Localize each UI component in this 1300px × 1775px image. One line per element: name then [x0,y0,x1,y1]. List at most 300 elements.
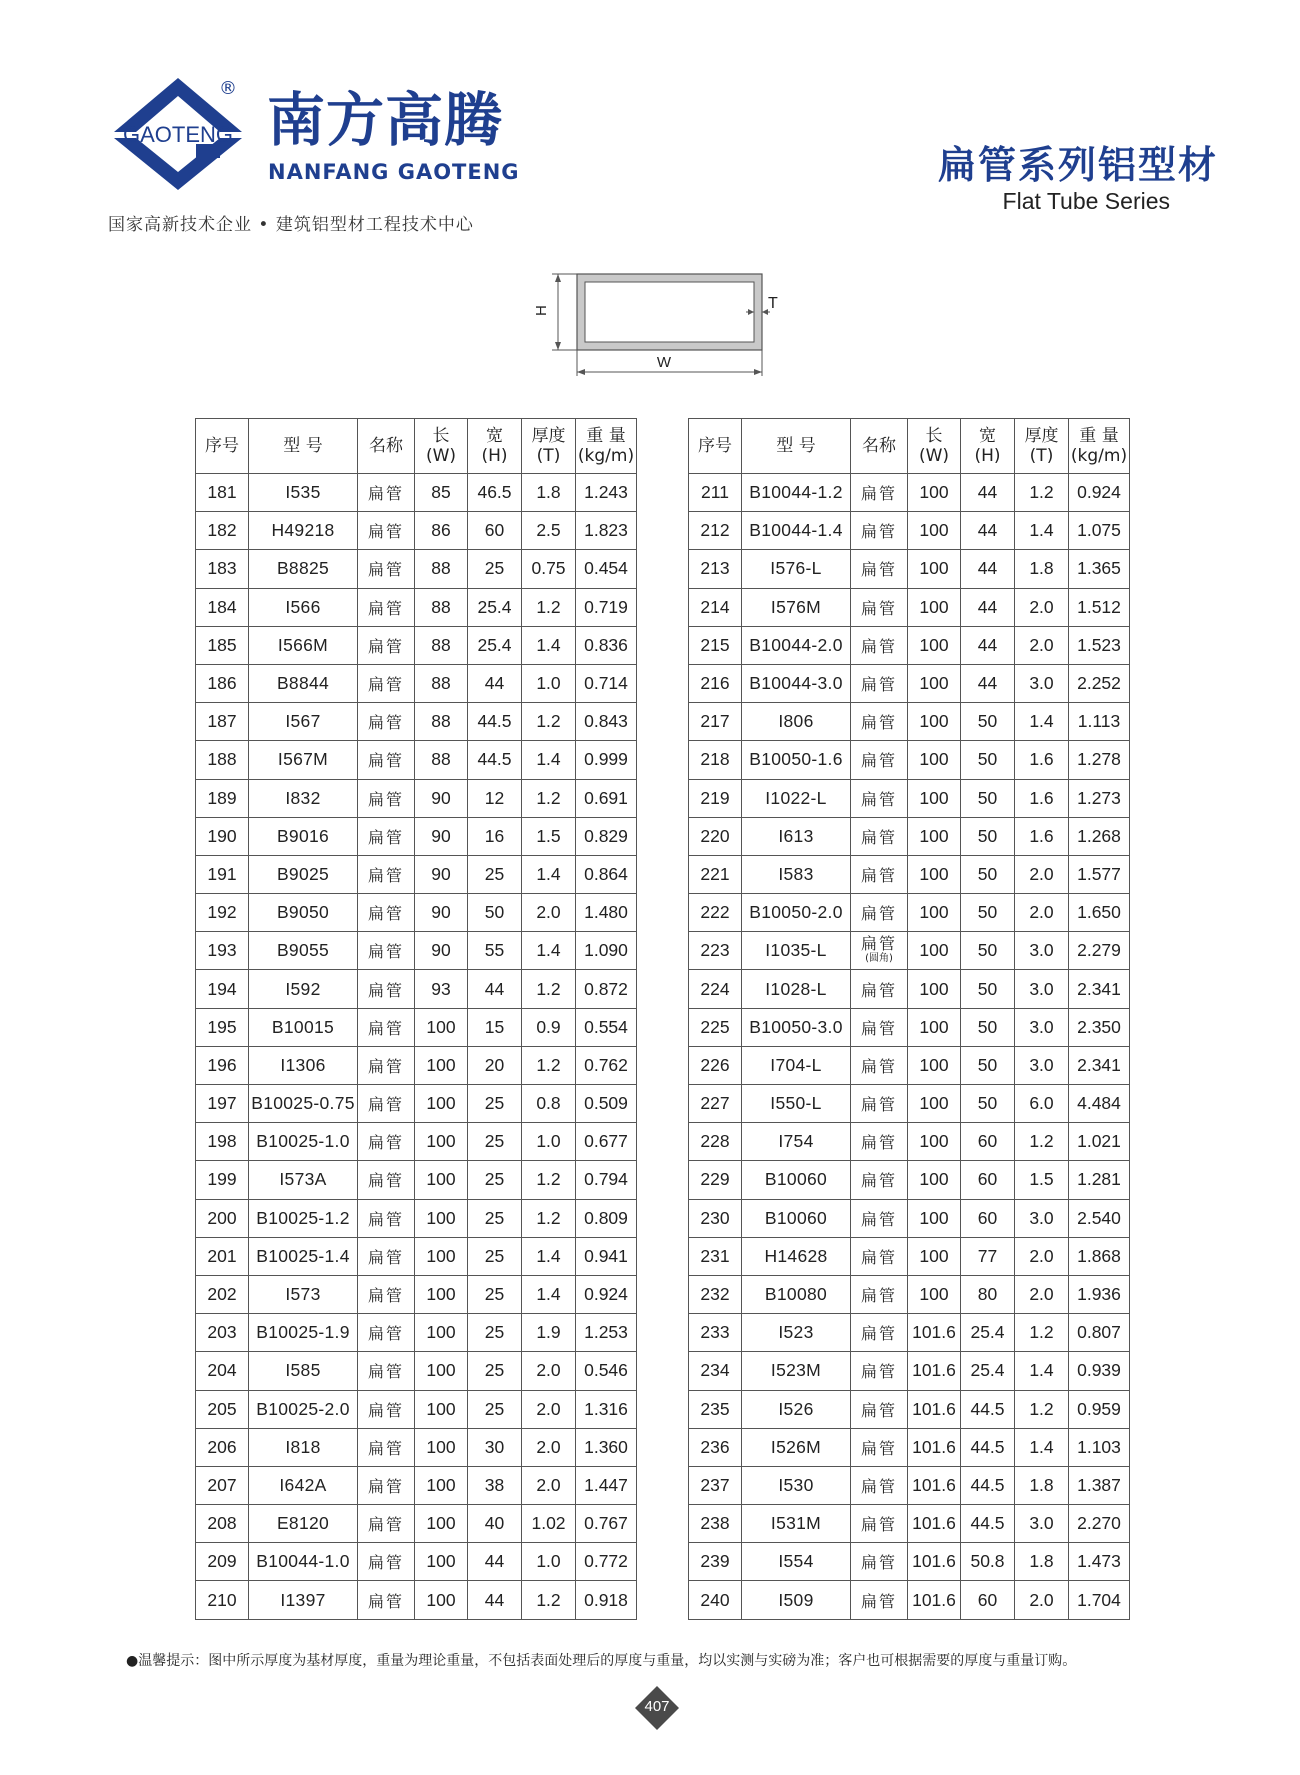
cell-no: 196 [196,1046,249,1084]
cell-width: 25 [468,1123,522,1161]
cell-weight: 0.864 [576,855,637,893]
table-row [689,1581,1130,1619]
cell-length: 100 [908,474,961,512]
cell-weight: 0.794 [576,1161,637,1199]
cell-width: 25 [468,550,522,588]
cell-name: 扁管 [851,626,908,664]
cell-weight: 1.577 [1069,855,1130,893]
cell-no: 223 [689,932,742,970]
table-row [196,1123,637,1161]
cell-weight: 1.868 [1069,1237,1130,1275]
cell-length: 100 [415,1085,468,1123]
cell-length: 101.6 [908,1505,961,1543]
cell-length: 100 [908,894,961,932]
cell-length: 88 [415,588,468,626]
cell-no: 229 [689,1161,742,1199]
cell-model: E8120 [249,1505,358,1543]
cell-thickness: 0.9 [522,1008,576,1046]
cell-model: I704-L [742,1046,851,1084]
cell-thickness: 1.4 [522,741,576,779]
cell-thickness: 3.0 [1015,970,1069,1008]
cell-no: 212 [689,512,742,550]
cell-thickness: 2.0 [1015,855,1069,893]
cell-name: 扁管 [358,703,415,741]
cell-length: 88 [415,741,468,779]
cell-no: 188 [196,741,249,779]
table-row [689,1466,1130,1504]
cell-model: B9055 [249,932,358,970]
cell-model: B10025-2.0 [249,1390,358,1428]
cell-width: 60 [961,1123,1015,1161]
cell-width: 25 [468,855,522,893]
cell-name: 扁管 [358,1581,415,1619]
cell-model: B9050 [249,894,358,932]
table-row [196,550,637,588]
cell-name: 扁管 [851,1161,908,1199]
cell-model: I567M [249,741,358,779]
cell-no: 185 [196,626,249,664]
cell-model: I1035-L [742,932,851,970]
table-row [689,779,1130,817]
table-row [196,1390,637,1428]
table-row [689,1543,1130,1581]
cell-model: I1397 [249,1581,358,1619]
cell-no: 216 [689,664,742,702]
table-row [196,741,637,779]
cell-weight: 0.546 [576,1352,637,1390]
cell-weight: 1.365 [1069,550,1130,588]
cell-thickness: 1.2 [1015,1390,1069,1428]
cell-name: 扁管 [358,1390,415,1428]
cell-name: 扁管 [358,626,415,664]
cell-no: 218 [689,741,742,779]
cell-weight: 0.772 [576,1543,637,1581]
cell-thickness: 1.4 [522,932,576,970]
cell-no: 206 [196,1428,249,1466]
cell-length: 101.6 [908,1543,961,1581]
cell-thickness: 1.0 [522,664,576,702]
cell-no: 199 [196,1161,249,1199]
cell-width: 50 [961,1046,1015,1084]
cell-width: 30 [468,1428,522,1466]
cell-weight: 1.704 [1069,1581,1130,1619]
brand-tagline: 国家高新技术企业 • 建筑铝型材工程技术中心 [108,215,474,235]
cell-length: 100 [908,512,961,550]
header-weight: 重 量 (kg/m) [1069,419,1130,474]
cell-thickness: 1.4 [522,1275,576,1313]
cell-length: 100 [908,626,961,664]
cell-width: 44 [468,664,522,702]
cell-length: 100 [415,1543,468,1581]
cell-width: 44 [468,970,522,1008]
cell-thickness: 1.4 [1015,1352,1069,1390]
table-row [689,1390,1130,1428]
cell-no: 214 [689,588,742,626]
cell-length: 85 [415,474,468,512]
cell-no: 202 [196,1275,249,1313]
cell-width: 55 [468,932,522,970]
cell-model: B10025-1.2 [249,1199,358,1237]
cell-thickness: 1.6 [1015,817,1069,855]
cell-width: 44.5 [961,1390,1015,1428]
cell-width: 25 [468,1390,522,1428]
cell-thickness: 1.2 [522,588,576,626]
cell-name: 扁管 [358,894,415,932]
series-title-cn: 扁管系列铝型材 [937,143,1218,187]
cell-no: 236 [689,1428,742,1466]
table-row [689,855,1130,893]
cell-thickness: 1.02 [522,1505,576,1543]
cell-model: B9016 [249,817,358,855]
cell-thickness: 1.6 [1015,779,1069,817]
cell-width: 44 [468,1543,522,1581]
cell-model: I573 [249,1275,358,1313]
table-row [689,1314,1130,1352]
cell-thickness: 2.0 [1015,1275,1069,1313]
cell-name: 扁管 [358,512,415,550]
cell-no: 226 [689,1046,742,1084]
cell-no: 205 [196,1390,249,1428]
cell-thickness: 1.8 [1015,1543,1069,1581]
cell-width: 60 [961,1161,1015,1199]
cell-name: 扁管 [358,932,415,970]
cell-no: 197 [196,1085,249,1123]
table-row [196,1352,637,1390]
table-row [689,1161,1130,1199]
table-row [689,1428,1130,1466]
cell-model: B8825 [249,550,358,588]
cell-width: 25.4 [468,626,522,664]
cell-width: 46.5 [468,474,522,512]
cell-no: 207 [196,1466,249,1504]
cell-length: 100 [908,664,961,702]
cell-model: B10050-3.0 [742,1008,851,1046]
cell-weight: 2.341 [1069,970,1130,1008]
cell-no: 228 [689,1123,742,1161]
cell-width: 44 [961,512,1015,550]
cell-name: 扁管 [851,550,908,588]
cell-no: 227 [689,1085,742,1123]
cell-width: 60 [468,512,522,550]
cell-name: 扁管 [851,855,908,893]
spec-table-right [688,418,1130,1620]
cell-weight: 0.999 [576,741,637,779]
cell-thickness: 1.0 [522,1543,576,1581]
cell-width: 25.4 [468,588,522,626]
cell-name: 扁管 [358,474,415,512]
cell-weight: 0.918 [576,1581,637,1619]
cell-name: 扁管 [358,1199,415,1237]
cell-no: 234 [689,1352,742,1390]
cell-thickness: 2.0 [522,1428,576,1466]
cell-length: 100 [908,741,961,779]
cell-thickness: 2.0 [1015,1581,1069,1619]
table-row [689,1008,1130,1046]
cell-model: I576-L [742,550,851,588]
cell-model: I585 [249,1352,358,1390]
table-row [196,1008,637,1046]
cell-length: 100 [415,1161,468,1199]
cell-weight: 0.509 [576,1085,637,1123]
cell-name: 扁管 (圆角) [851,932,908,970]
table-row [196,1314,637,1352]
cell-no: 230 [689,1199,742,1237]
cell-model: B10050-1.6 [742,741,851,779]
cell-length: 90 [415,817,468,855]
cell-length: 100 [415,1275,468,1313]
cell-weight: 0.554 [576,1008,637,1046]
table-row [196,855,637,893]
cell-model: H49218 [249,512,358,550]
cell-thickness: 2.0 [1015,1237,1069,1275]
cell-weight: 2.341 [1069,1046,1130,1084]
cell-thickness: 1.5 [1015,1161,1069,1199]
cell-width: 77 [961,1237,1015,1275]
cell-length: 88 [415,550,468,588]
cell-name: 扁管 [851,1543,908,1581]
cell-width: 25 [468,1275,522,1313]
cell-no: 210 [196,1581,249,1619]
cell-model: B9025 [249,855,358,893]
diagram-label-w: W [656,354,672,371]
cell-no: 238 [689,1505,742,1543]
cell-width: 50 [961,703,1015,741]
cell-name: 扁管 [851,1085,908,1123]
cell-weight: 1.103 [1069,1428,1130,1466]
cell-model: I1022-L [742,779,851,817]
cell-length: 101.6 [908,1581,961,1619]
cell-model: I567 [249,703,358,741]
cell-no: 237 [689,1466,742,1504]
cell-weight: 1.480 [576,894,637,932]
cell-model: I550-L [742,1085,851,1123]
cell-weight: 0.924 [1069,474,1130,512]
cell-no: 232 [689,1275,742,1313]
cell-model: I583 [742,855,851,893]
cell-width: 50 [961,855,1015,893]
cell-weight: 0.809 [576,1199,637,1237]
cell-thickness: 2.0 [522,1466,576,1504]
cell-weight: 0.959 [1069,1390,1130,1428]
cell-model: B10044-2.0 [742,626,851,664]
cell-thickness: 1.2 [522,1046,576,1084]
cell-name: 扁管 [358,664,415,702]
header-no: 序号 [196,419,249,474]
cell-name: 扁管 [358,1466,415,1504]
cell-name: 扁管 [358,1505,415,1543]
table-row [196,1046,637,1084]
cell-weight: 0.762 [576,1046,637,1084]
cell-length: 90 [415,894,468,932]
table-row [196,664,637,702]
cell-name: 扁管 [851,1046,908,1084]
cell-width: 44.5 [961,1466,1015,1504]
cell-width: 50 [961,932,1015,970]
cell-model: I806 [742,703,851,741]
table-row [196,1085,637,1123]
cell-weight: 2.279 [1069,932,1130,970]
cell-width: 50.8 [961,1543,1015,1581]
cell-no: 184 [196,588,249,626]
cell-no: 181 [196,474,249,512]
cell-no: 231 [689,1237,742,1275]
cell-length: 100 [908,1199,961,1237]
cell-no: 213 [689,550,742,588]
cell-no: 225 [689,1008,742,1046]
cell-length: 100 [415,1428,468,1466]
cell-weight: 1.936 [1069,1275,1130,1313]
table-row [689,894,1130,932]
cell-model: I526M [742,1428,851,1466]
cell-name: 扁管 [851,664,908,702]
table-row [689,664,1130,702]
cell-weight: 0.843 [576,703,637,741]
table-row [689,1505,1130,1543]
cell-no: 189 [196,779,249,817]
cell-weight: 1.278 [1069,741,1130,779]
cell-thickness: 1.8 [1015,550,1069,588]
cell-length: 100 [908,1085,961,1123]
cell-width: 44 [468,1581,522,1619]
cell-weight: 1.090 [576,932,637,970]
cell-name: 扁管 [358,588,415,626]
table-row [196,932,637,970]
table-row [196,1505,637,1543]
cell-thickness: 3.0 [1015,1505,1069,1543]
cell-no: 187 [196,703,249,741]
cell-name: 扁管 [851,1352,908,1390]
cell-weight: 0.836 [576,626,637,664]
cell-weight: 1.243 [576,474,637,512]
table-row [689,932,1130,970]
cell-name: 扁管 [358,741,415,779]
cell-length: 88 [415,626,468,664]
cell-width: 50 [961,1085,1015,1123]
header-thickness: 厚度 (T) [1015,419,1069,474]
cell-length: 100 [415,1581,468,1619]
cell-length: 101.6 [908,1314,961,1352]
cell-weight: 0.719 [576,588,637,626]
cell-thickness: 3.0 [1015,1199,1069,1237]
cell-no: 211 [689,474,742,512]
cell-name: 扁管 [358,1237,415,1275]
cell-model: B10060 [742,1161,851,1199]
cell-weight: 2.540 [1069,1199,1130,1237]
cell-name: 扁管 [358,1543,415,1581]
cell-name: 扁管 [851,1237,908,1275]
cell-no: 191 [196,855,249,893]
cell-width: 40 [468,1505,522,1543]
cell-no: 235 [689,1390,742,1428]
cell-thickness: 1.2 [1015,474,1069,512]
cell-thickness: 1.2 [522,779,576,817]
cell-thickness: 1.4 [1015,1428,1069,1466]
cell-width: 20 [468,1046,522,1084]
cell-model: I535 [249,474,358,512]
cell-model: B10015 [249,1008,358,1046]
table-row [196,970,637,1008]
cell-length: 101.6 [908,1428,961,1466]
cell-thickness: 3.0 [1015,932,1069,970]
cell-weight: 1.281 [1069,1161,1130,1199]
cell-no: 194 [196,970,249,1008]
cell-weight: 0.829 [576,817,637,855]
cell-length: 100 [908,970,961,1008]
cell-length: 88 [415,703,468,741]
cell-length: 100 [908,1161,961,1199]
cell-weight: 1.268 [1069,817,1130,855]
cell-thickness: 1.2 [522,1581,576,1619]
table-row [689,512,1130,550]
cell-model: B10025-1.4 [249,1237,358,1275]
cell-name: 扁管 [851,741,908,779]
cell-width: 80 [961,1275,1015,1313]
cell-weight: 1.075 [1069,512,1130,550]
cell-width: 12 [468,779,522,817]
cell-thickness: 1.9 [522,1314,576,1352]
cell-length: 100 [415,1314,468,1352]
cell-name: 扁管 [358,1085,415,1123]
cell-no: 182 [196,512,249,550]
cell-weight: 1.523 [1069,626,1130,664]
cell-name: 扁管 [851,1199,908,1237]
cell-thickness: 6.0 [1015,1085,1069,1123]
cell-width: 50 [961,817,1015,855]
table-row [689,550,1130,588]
cell-weight: 1.650 [1069,894,1130,932]
cell-length: 100 [908,703,961,741]
header-width: 宽 (H) [468,419,522,474]
cell-length: 100 [908,1008,961,1046]
cell-no: 201 [196,1237,249,1275]
cell-length: 93 [415,970,468,1008]
cell-width: 38 [468,1466,522,1504]
cell-thickness: 1.2 [522,1199,576,1237]
cell-no: 222 [689,894,742,932]
cell-model: B10050-2.0 [742,894,851,932]
cell-length: 100 [908,855,961,893]
cell-no: 204 [196,1352,249,1390]
registered-mark: ® [219,78,237,99]
cell-name: 扁管 [851,970,908,1008]
cell-model: I523 [742,1314,851,1352]
table-header-row [196,419,637,474]
cell-name: 扁管 [851,1008,908,1046]
cell-weight: 1.473 [1069,1543,1130,1581]
cell-no: 209 [196,1543,249,1581]
cell-weight: 1.253 [576,1314,637,1352]
cell-name: 扁管 [851,817,908,855]
cell-model: I576M [742,588,851,626]
cell-name: 扁管 [358,1314,415,1352]
cell-thickness: 1.4 [1015,703,1069,741]
table-row [196,474,637,512]
cell-thickness: 1.5 [522,817,576,855]
cell-no: 200 [196,1199,249,1237]
cell-width: 44.5 [468,741,522,779]
cell-name: 扁管 [358,550,415,588]
page-header [0,0,1300,240]
table-row [689,817,1130,855]
cell-weight: 1.113 [1069,703,1130,741]
spec-table-left [195,418,637,1620]
cell-width: 50 [961,1008,1015,1046]
table-row [689,970,1130,1008]
cell-weight: 0.872 [576,970,637,1008]
cell-name: 扁管 [851,512,908,550]
diagram-label-h: H [533,305,550,316]
table-row [196,779,637,817]
